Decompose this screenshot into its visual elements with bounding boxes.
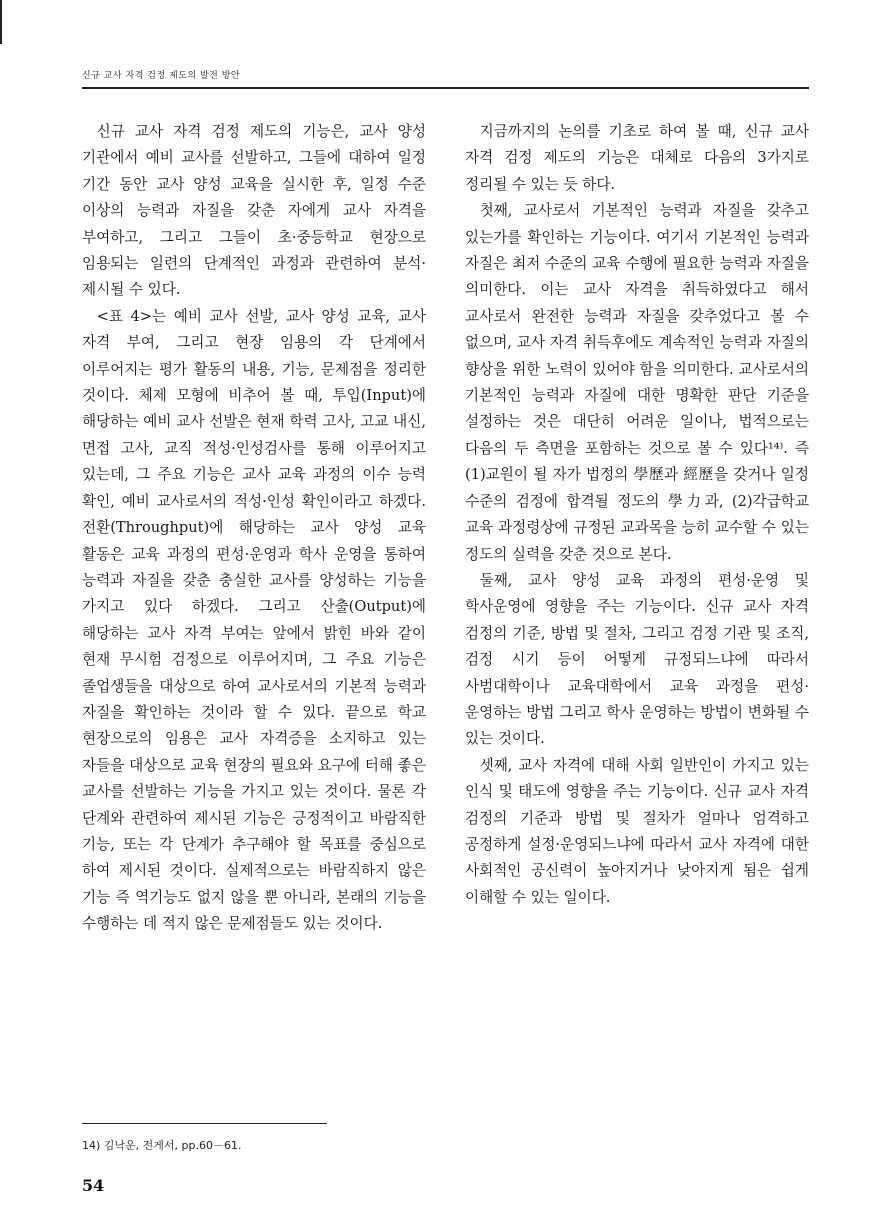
page-number: 54: [82, 1176, 105, 1195]
paragraph: 셋째, 교사 자격에 대해 사회 일반인이 가지고 있는 인식 및 태도에 영향을 주는 기능이다. 신규 교사 자격 검정의 기준과 방법 및 절차가 얼마나 엄격하고 공정하게 설정·운영되느냐에 따라서 교사 자격에 대한 사회적인 공신력이 높아지거나 낮아지게 됨은 쉽게 이해할 수 있는 일이다.: [465, 756, 809, 906]
paragraph: <표 4>는 예비 교사 선발, 교사 양성 교육, 교사 자격 부여, 그리고 현장 임용의 각 단계에서 이루어지는 평가 활동의 내용, 기능, 문제점을 정리한 것이다. 체제 모형에 비추어 볼 때, 투입(Input)에 해당하는 예비 교사 선발은 현재 학력 고사, 고교 내신, 면접 고사, 교직 적성·인성검사를 통해 이루어지고 있는데, 그 주요 기능은 교사 교육 과정의 이수 능력 확인, 예비 교사로서의 적성·인성 확인이라고 하겠다. 전환(Throughput)에 해당하는 교사 양성 교육 활동은 교육 과정의 편성·운영과 학사 운영을 통하여 능력과 자질을 갖춘 충실한 교사를 양성하는 기능을 가지고 있다 하겠다. 그리고 산출(Output)에 해당하는 교사 자격 부여는 앞에서 밝힌 바와 같이 현재 무시험 검정으로 이루어지며, 그 주요 기능은 졸업생들을 대상으로 하여 교사로서의 기본적 능력과 자질을 확인하는 것이라 할 수 있다. 끝으로 학교 현장으로의 임용은 교사 자격증을 소지하고 있는 자들을 대상으로 교육 현장의 필요와 요구에 터해 좋은 교사를 선발하는 기능을 가지고 있는 것이다. 물론 각 단계와 관련하여 제시된 기능은 긍정적이고 바람직한 기능, 또는 각 단계가 추구해야 할 목표를 중심으로 하여 제시된 것이다. 실제적으로는 바람직하지 않은 기능 즉 역기능도 없지 않을 뿐 아니라, 본래의 기능을 수행하는 데 적지 않은 문제점들도 있는 것이다.: [82, 307, 426, 933]
paragraph: 둘째, 교사 양성 교육 과정의 편성·운영 및 학사운영에 영향을 주는 기능이다. 신규 교사 자격 검정의 기준, 방법 및 절차, 그리고 검정 기관 및 조직, 검정 시기 등이 어떻게 규정되느냐에 따라서 사범대학이나 교육대학에서 교육 과정을 편성·운영하는 방법 그리고 학사 운영하는 방법이 변화될 수 있는 것이다.: [465, 571, 809, 748]
left-column: [82, 119, 426, 938]
header-rule: [82, 87, 809, 89]
page-edge-mark: [0, 0, 2, 44]
running-header: 신규 교사 자격 검정 제도의 발전 방안: [82, 71, 241, 81]
paragraph: 신규 교사 자격 검정 제도의 기능은, 교사 양성 기관에서 예비 교사를 선발하고, 그들에 대하여 일정 기간 동안 교사 양성 교육을 실시한 후, 일정 수준 이상의 능력과 자질을 갖춘 자에게 교사 자격을 부여하고, 그리고 그들이 초·중등학교 현장으로 임용되는 일련의 단계적인 과정과 관련하여 분석·제시될 수 있다.: [82, 123, 426, 299]
footnote: 14) 김낙운, 전게서, pp.60－61.: [82, 1139, 242, 1152]
footnote-rule: [82, 1123, 327, 1124]
paragraph: 첫째, 교사로서 기본적인 능력과 자질을 갖추고 있는가를 확인하는 기능이다. 여기서 기본적인 능력과 자질은 최저 수준의 교육 수행에 필요한 능력과 자질을 의미한다. 이는 교사 자격을 취득하였다고 해서 교사로서 완전한 능력과 자질을 갖추었다고 볼 수 없으며, 교사 자격 취득후에도 계속적인 능력과 자질의 향상을 위한 노력이 있어야 함을 의미한다. 교사로서의 기본적인 능력과 자질에 대한 명확한 판단 기준을 설정하는 것은 대단히 어려운 일이나, 법적으로는 다음의 두 측면을 포함하는 것으로 볼 수 있다¹⁴⁾. 즉 (1)교원이 될 자가 법정의 學歷과 經歷을 갖거나 일정 수준의 검정에 합격될 정도의 學力과, (2)각급학교 교육 과정령상에 규정된 교과목을 능히 교수할 수 있는 정도의 실력을 갖춘 것으로 본다.: [465, 202, 809, 563]
right-column: [465, 119, 809, 911]
paragraph: 지금까지의 논의를 기초로 하여 볼 때, 신규 교사 자격 검정 제도의 기능은 대체로 다음의 3가지로 정리될 수 있는 듯 하다.: [465, 123, 809, 193]
